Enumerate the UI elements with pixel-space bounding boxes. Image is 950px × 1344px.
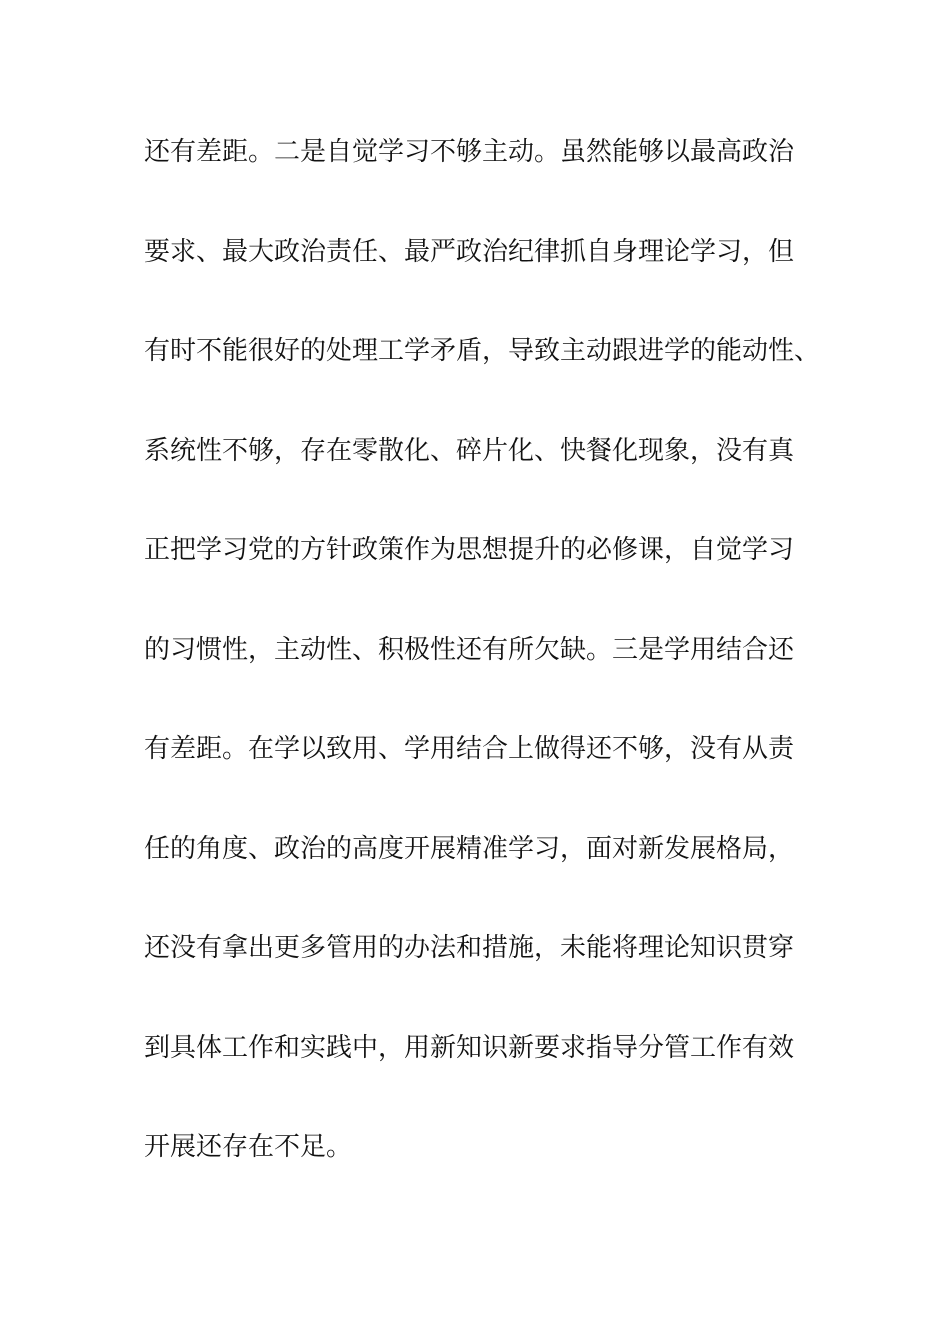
text-line: 开展还存在不足。	[144, 1132, 353, 1162]
text-line: 有差距。在学以致用、学用结合上做得还不够，没有从责	[144, 734, 795, 764]
text-line: 到具体工作和实践中，用新知识新要求指导分管工作有效	[144, 1032, 795, 1063]
text-line: 的习惯性，主动性、积极性还有所欠缺。三是学用结合还	[144, 634, 795, 665]
text-line: 还有差距。二是自觉学习不够主动。虽然能够以最高政治	[144, 137, 795, 167]
text-line: 有时不能很好的处理工学矛盾，导致主动跟进学的能动性、	[144, 336, 821, 366]
body-text	[144, 127, 824, 1222]
text-line: 还没有拿出更多管用的办法和措施，未能将理论知识贯穿	[144, 933, 795, 963]
text-line: 系统性不够，存在零散化、碎片化、快餐化现象，没有真	[144, 435, 795, 466]
text-line: 要求、最大政治责任、最严政治纪律抓自身理论学习，但	[144, 236, 795, 267]
text-line: 正把学习党的方针政策作为思想提升的必修课，自觉学习	[144, 535, 795, 565]
text-line: 任的角度、政治的高度开展精准学习，面对新发展格局，	[144, 833, 795, 864]
